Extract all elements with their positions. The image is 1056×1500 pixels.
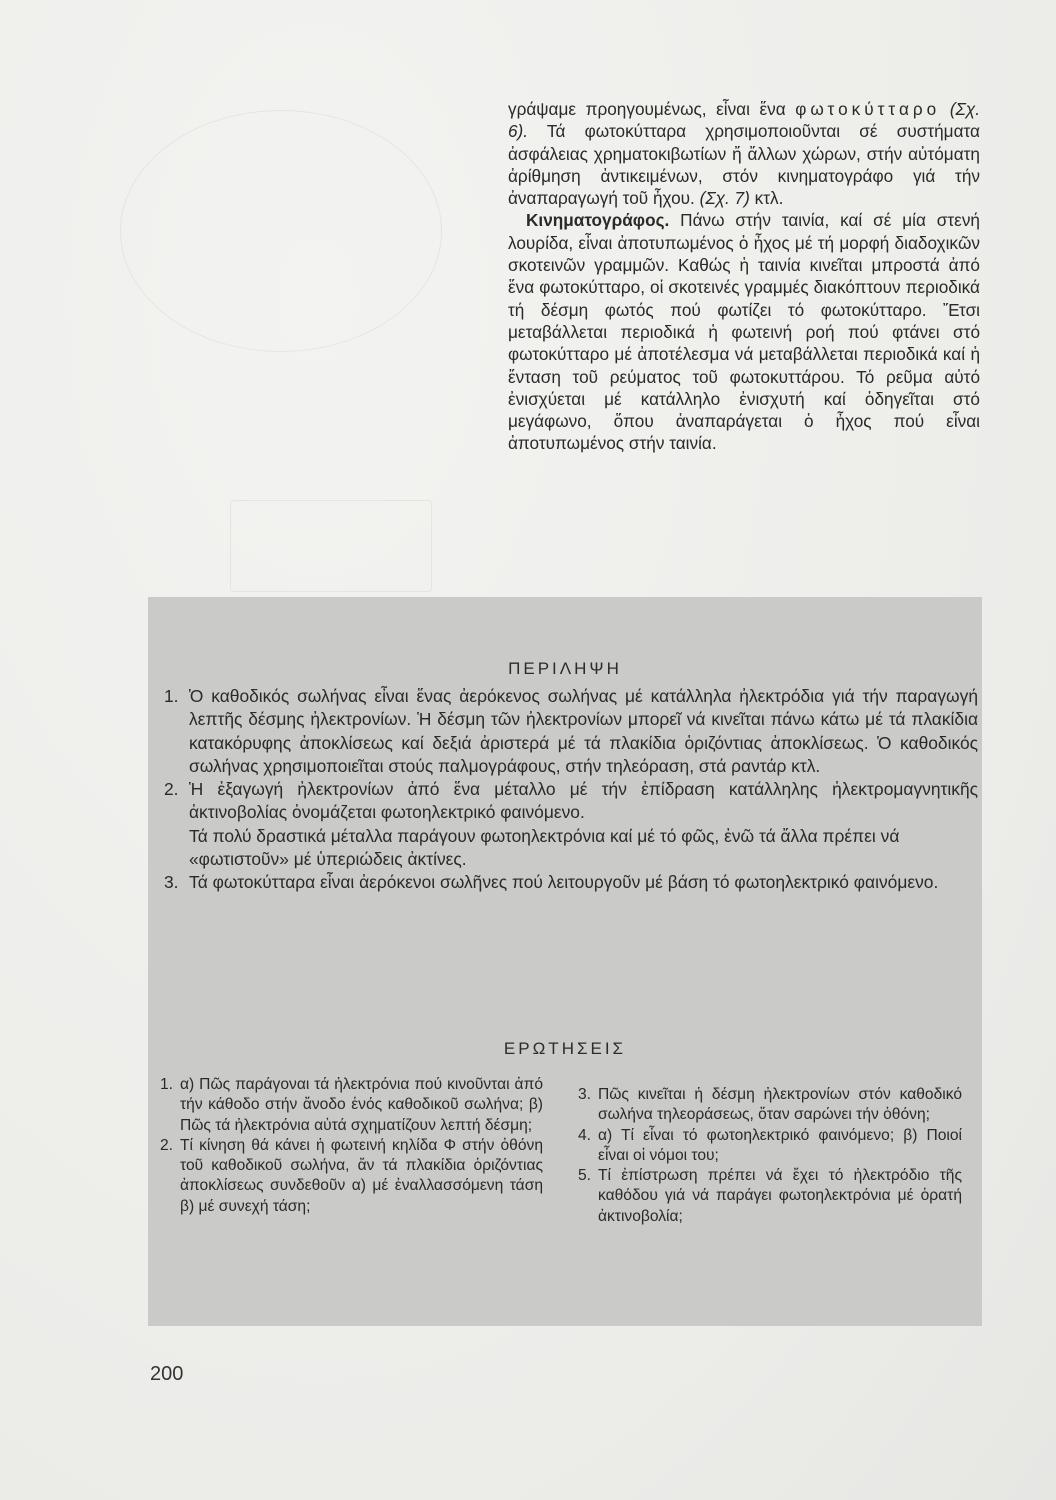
questions-left-column [148,1075,543,1217]
question-item: 2. Τί κίνηση θά κάνει ἡ φωτεινή κηλίδα Φ στήν ὀθόνη τοῦ καθοδικοῦ σωλήνα, ἄν τά πλακίδια ὁριζόντιας ἀποκλίσεως συνδεθοῦν α) μέ ἐναλλασσόμενη τάση β) μέ συνεχή τάση; [160,1136,543,1215]
summary-box [148,597,982,1326]
summary-item: 2. Ἡ ἐξαγωγή ἠλεκτρονίων ἀπό ἕνα μέταλλο μέ τήν ἐπίδραση κατάλληλης ἠλεκτρομαγνητικῆς ἀκτινοβολίας ὀνομάζεται φωτοηλεκτρικό φαινόμενο. Τά πολύ δραστικά μέταλλα παράγουν φωτοηλεκτρόνια καί μέ τό φῶς, ἐνῶ τά ἄλλα πρέπει νά «φωτιστοῦν» μέ ὑπεριώδεις ἀκτίνες. [164,779,978,870]
summary-list [148,685,978,895]
question-item: 3. Πῶς κινεῖται ἡ δέσμη ἠλεκτρονίων στόν καθοδικό σωλήνα τηλεοράσεως, ὅταν σαρώνει τήν ὀθόνη; [578,1086,962,1124]
summary-title: ΠΕΡΙΛΗΨΗ [508,659,622,678]
summary-item: 1. Ὁ καθοδικός σωλήνας εἶναι ἕνας ἀερόκενος σωλήνας μέ κατάλληλα ἠλεκτρόδια γιά τήν παραγωγή λεπτῆς δέσμης ἠλεκτρονίων. Ἡ δέσμη τῶν ἠλεκτρονίων μπορεῖ νά κινεῖται πάνω κάτω μέ τά πλακίδια κατακόρυφης ἀποκλίσεως καί δεξιά ἀριστερά μέ τά πλακίδια ὁριζόντιας ἀποκλίσεως. Ὁ καθοδικός σωλήνας χρησιμοποιεῖται στούς παλμογράφους, στήν τηλεόραση, στά ραντάρ κτλ. [164,686,978,776]
term-photocell: φωτοκύτταρο [795,99,941,119]
page-number: 200 [150,1363,184,1385]
show-through-shape [120,110,442,352]
questions-title: ΕΡΩΤΗΣΕΙΣ [503,1039,627,1058]
summary-item: 3. Τά φωτοκύτταρα εἶναι ἀερόκενοι σωλῆνες πού λειτουργοῦν μέ βάση τό φωτοηλεκτρικό φαινόμενο. [164,872,939,893]
figure-reference: (Σχ. 6). [508,99,980,142]
cinema-heading: Κινηματογράφος. [526,210,670,231]
paragraph-photocell: γράψαμε προηγουμένως, εἶναι ἕνα φωτοκύτταρο (Σχ. 6). Τά φωτοκύτταρα χρησιμοποιοῦνται σέ συστήματα ἀσφάλειας χρηματοκιβωτίων ἤ ἄλλων χώρων, στήν αὐτόματη ἀρίθμηση ἀντικειμένων, στόν κινηματογράφο γιά τήν ἀναπαραγωγή τοῦ ἦχου. (Σχ. 7) κτλ. [508,99,980,209]
paragraph-cinema: Κινηματογράφος. Πάνω στήν ταινία, καί σέ μία στενή λουρίδα, εἶναι ἀποτυπωμένος ὁ ἦχος μέ τή μορφή διαδοχικῶν σκοτεινῶν γραμμῶν. Καθώς ἡ ταινία κινεῖται μπροστά ἀπό ἕνα φωτοκύτταρο, οἱ σκοτεινές γραμμές διακόπτουν περιοδικά τή δέσμη φωτός πού φωτίζει τό φωτοκύτταρο. Ἔτσι μεταβάλλεται περιοδικά ἡ φωτεινή ροή πού φτάνει στό φωτοκύτταρο μέ ἀποτέλεσμα νά μεταβάλλεται περιοδικά καί ἡ ἔνταση τοῦ ρεύματος τοῦ φωτοκυττάρου. Τό ρεῦμα αὐτό ἐνισχύεται μέ κατάλληλο ἐνισχυτή καί ὁδηγεῖται στό μεγάφωνο, ὅπου ἀναπαράγεται ὁ ἦχος πού εἶναι ἀποτυπωμένος στήν ταινία. [508,210,980,454]
figure-reference: (Σχ. 7) [699,188,750,209]
question-item: 5. Τί ἐπίστρωση πρέπει νά ἔχει τό ἠλεκτρόδιο τῆς καθόδου γιά νά παράγει φωτοηλεκτρόνια μέ ὁρατή ἀκτινοβολία; [578,1167,962,1225]
show-through-shape [230,500,432,592]
question-item: 4. α) Τί εἶναι τό φωτοηλεκτρικό φαινόμενο; β) Ποιοί εἶναι οἱ νόμοι του; [578,1126,962,1164]
question-item: 1. α) Πῶς παράγοναι τά ἠλεκτρόνια πού κινοῦνται ἀπό τήν κάθοδο στήν ἄνοδο ἑνός καθοδικοῦ σωλήνα; β) Πῶς τά ἠλεκτρόνια αὐτά σχηματίζουν λεπτή δέσμη; [160,1076,543,1134]
main-text-column [508,98,980,455]
questions-right-column [566,1085,962,1227]
